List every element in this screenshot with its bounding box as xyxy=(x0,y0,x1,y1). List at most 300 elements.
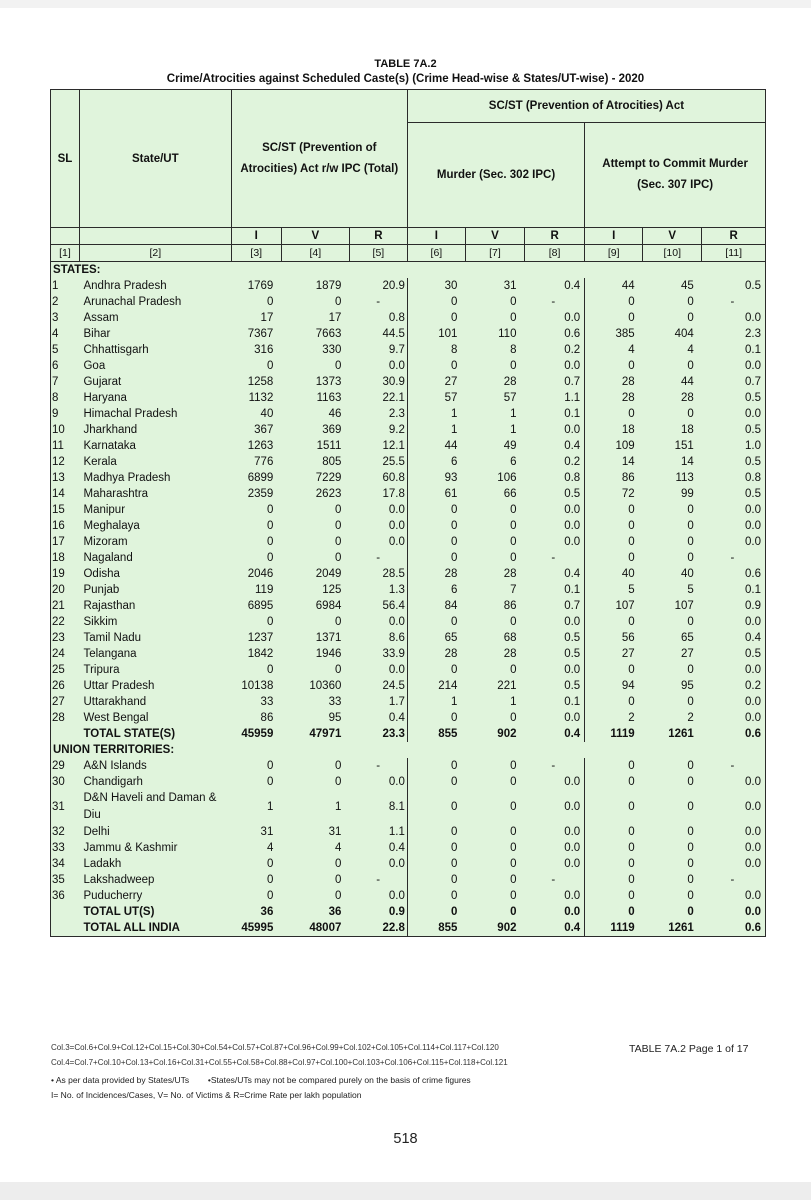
cell-value: 1258 xyxy=(231,374,281,390)
cell-value: 94 xyxy=(585,678,643,694)
cell-state-name: Meghalaya xyxy=(79,518,231,534)
page-reference: TABLE 7A.2 Page 1 of 17 xyxy=(629,1043,749,1055)
cell-value: 0.0 xyxy=(524,662,584,678)
table-row xyxy=(51,824,766,840)
cell-value: 0 xyxy=(465,840,524,856)
cell-state-name: Odisha xyxy=(79,566,231,582)
cell-sl: 9 xyxy=(51,406,80,422)
cell-value: 0.9 xyxy=(702,598,766,614)
cell-value: 6 xyxy=(407,582,465,598)
table-row xyxy=(51,342,766,358)
cell-value: 0.5 xyxy=(524,678,584,694)
cell-sl: 12 xyxy=(51,454,80,470)
cell-sl: 19 xyxy=(51,566,80,582)
cell-value: 0 xyxy=(585,840,643,856)
cell-sl: 34 xyxy=(51,856,80,872)
column-number: [5] xyxy=(349,245,407,262)
cell-value: 214 xyxy=(407,678,465,694)
cell-state-name: Telangana xyxy=(79,646,231,662)
cell-value: 0.7 xyxy=(524,598,584,614)
table-row xyxy=(51,310,766,326)
cell-value: 1 xyxy=(231,790,281,824)
cell-value: 0 xyxy=(643,694,702,710)
cell-sl: 1 xyxy=(51,278,80,294)
legend-line: I= No. of Incidences/Cases, V= No. of Victims & R=Crime Rate per lakh population xyxy=(51,1090,362,1100)
cell-state-name: Maharashtra xyxy=(79,486,231,502)
cell-value: 1373 xyxy=(281,374,349,390)
cell-value: 0 xyxy=(643,888,702,904)
formula-line-2: Col.4=Col.7+Col.10+Col.13+Col.16+Col.31+Col.55+Col.58+Col.88+Col.97+Col.100+Col.103+Col.106+Col.115+Col.118+Col.121 xyxy=(51,1058,508,1067)
subheader-cell: R xyxy=(349,228,407,245)
header-state: State/UT xyxy=(79,90,231,228)
cell-value: 0.1 xyxy=(524,694,584,710)
cell-value: - xyxy=(702,872,766,888)
cell-value: 4 xyxy=(281,840,349,856)
cell-value: 27 xyxy=(407,374,465,390)
subheader-cell: R xyxy=(524,228,584,245)
table-row xyxy=(51,888,766,904)
cell-value: 110 xyxy=(465,326,524,342)
cell-sl: 10 xyxy=(51,422,80,438)
cell-value: 0.4 xyxy=(349,710,407,726)
table-row xyxy=(51,872,766,888)
cell-value: 49 xyxy=(465,438,524,454)
table-row xyxy=(51,326,766,342)
cell-value: 0 xyxy=(643,406,702,422)
cell-value: 1769 xyxy=(231,278,281,294)
cell-value: 2359 xyxy=(231,486,281,502)
cell-state-name: Uttar Pradesh xyxy=(79,678,231,694)
cell-value: 1.3 xyxy=(349,582,407,598)
cell-value: 28.5 xyxy=(349,566,407,582)
cell-value: 0 xyxy=(231,534,281,550)
cell-value: 0.1 xyxy=(524,582,584,598)
cell-value: 57 xyxy=(407,390,465,406)
cell-value: 0 xyxy=(643,856,702,872)
cell-value: 4 xyxy=(231,840,281,856)
cell-value: 40 xyxy=(231,406,281,422)
cell-value: 0.2 xyxy=(524,342,584,358)
section-heading: UNION TERRITORIES: xyxy=(51,742,766,758)
cell-value: 0 xyxy=(231,550,281,566)
table-row xyxy=(51,710,766,726)
cell-value: 0 xyxy=(465,502,524,518)
cell-value: 107 xyxy=(585,598,643,614)
cell-value: 1879 xyxy=(281,278,349,294)
cell-value: 369 xyxy=(281,422,349,438)
cell-value: 0 xyxy=(643,774,702,790)
cell-value: 151 xyxy=(643,438,702,454)
cell-value: 95 xyxy=(281,710,349,726)
cell-value: 1371 xyxy=(281,630,349,646)
cell-state-name: Rajasthan xyxy=(79,598,231,614)
cell-value: 0 xyxy=(231,662,281,678)
cell-value: 0.4 xyxy=(524,278,584,294)
cell-value: 0.0 xyxy=(702,406,766,422)
cell-value: 0.0 xyxy=(524,710,584,726)
cell-value: 44 xyxy=(585,278,643,294)
cell-value: 1 xyxy=(281,790,349,824)
cell-value: 1237 xyxy=(231,630,281,646)
cell-value: 40 xyxy=(585,566,643,582)
cell-sl: 14 xyxy=(51,486,80,502)
cell-value: 221 xyxy=(465,678,524,694)
cell-value: 0 xyxy=(407,294,465,310)
cell-value: 22.1 xyxy=(349,390,407,406)
cell-value: 0.0 xyxy=(702,840,766,856)
cell-value: 33.9 xyxy=(349,646,407,662)
cell-value: 0 xyxy=(281,758,349,774)
cell-value: 44 xyxy=(407,438,465,454)
cell-value: 12.1 xyxy=(349,438,407,454)
cell-value: 22.8 xyxy=(349,920,407,937)
cell-state-name: Kerala xyxy=(79,454,231,470)
cell-value: 18 xyxy=(585,422,643,438)
cell-sl: 24 xyxy=(51,646,80,662)
subheader-empty xyxy=(51,228,80,245)
subheader-cell: V xyxy=(643,228,702,245)
cell-value: 0.0 xyxy=(702,518,766,534)
cell-value: 28 xyxy=(585,390,643,406)
cell-state-name: Nagaland xyxy=(79,550,231,566)
cell-value: 0 xyxy=(407,790,465,824)
cell-value: 0 xyxy=(231,774,281,790)
cell-value: 0.0 xyxy=(349,662,407,678)
cell-value: 0.2 xyxy=(702,678,766,694)
table-row xyxy=(51,438,766,454)
cell-value: 0 xyxy=(281,856,349,872)
cell-state-name: Chandigarh xyxy=(79,774,231,790)
cell-state-name: Jammu & Kashmir xyxy=(79,840,231,856)
notes-line xyxy=(51,1075,471,1085)
cell-value: 0 xyxy=(281,294,349,310)
cell-value: 0.5 xyxy=(524,646,584,662)
cell-sl: 26 xyxy=(51,678,80,694)
cell-value: 0.5 xyxy=(524,486,584,502)
cell-value: 0 xyxy=(281,774,349,790)
subheader-cell: V xyxy=(281,228,349,245)
cell-value: 0.4 xyxy=(524,726,584,742)
cell-value: 1.7 xyxy=(349,694,407,710)
top-bar xyxy=(0,0,811,8)
cell-value: 0.5 xyxy=(702,390,766,406)
cell-value: 1946 xyxy=(281,646,349,662)
cell-value: - xyxy=(349,872,407,888)
section-row xyxy=(51,742,766,758)
cell-value: 31 xyxy=(281,824,349,840)
cell-value: - xyxy=(524,550,584,566)
cell-value: 0 xyxy=(281,358,349,374)
table-row xyxy=(51,518,766,534)
cell-sl: 5 xyxy=(51,342,80,358)
cell-value: 0.0 xyxy=(349,358,407,374)
cell-value: 57 xyxy=(465,390,524,406)
cell-value: 0.0 xyxy=(702,694,766,710)
cell-value: 0 xyxy=(281,662,349,678)
cell-state-name: A&N Islands xyxy=(79,758,231,774)
cell-state-name: Gujarat xyxy=(79,374,231,390)
cell-sl: 31 xyxy=(51,790,80,824)
subheader-row xyxy=(51,228,766,245)
cell-value: 4 xyxy=(585,342,643,358)
cell-value: 0.0 xyxy=(702,662,766,678)
subheader-cell: I xyxy=(231,228,281,245)
cell-value: 17 xyxy=(281,310,349,326)
header-act-total: SC/ST (Prevention of Atrocities) Act r/w IPC (Total) xyxy=(231,90,407,228)
cell-value: 0 xyxy=(465,310,524,326)
cell-value: 0 xyxy=(585,518,643,534)
cell-value: 0.6 xyxy=(702,566,766,582)
cell-value: 0.6 xyxy=(524,326,584,342)
cell-value: 0.0 xyxy=(524,840,584,856)
cell-value: 28 xyxy=(465,374,524,390)
cell-value: 0 xyxy=(231,614,281,630)
cell-value: 0 xyxy=(585,310,643,326)
cell-value: 0 xyxy=(643,614,702,630)
cell-value: 0 xyxy=(407,310,465,326)
table-row xyxy=(51,390,766,406)
cell-value: 0 xyxy=(643,840,702,856)
cell-sl: 2 xyxy=(51,294,80,310)
cell-sl xyxy=(51,726,80,742)
cell-value: 119 xyxy=(231,582,281,598)
table-row xyxy=(51,758,766,774)
cell-value: 0.0 xyxy=(349,856,407,872)
cell-sl: 28 xyxy=(51,710,80,726)
cell-value: 0 xyxy=(231,518,281,534)
cell-value: 9.2 xyxy=(349,422,407,438)
cell-value: 0.0 xyxy=(702,534,766,550)
cell-state-name: Tripura xyxy=(79,662,231,678)
cell-value: 0 xyxy=(407,824,465,840)
cell-value: 45995 xyxy=(231,920,281,937)
cell-value: 8.6 xyxy=(349,630,407,646)
cell-value: 0.0 xyxy=(349,534,407,550)
total-row xyxy=(51,904,766,920)
cell-value: 0.0 xyxy=(524,358,584,374)
cell-value: 0 xyxy=(643,758,702,774)
cell-value: 0 xyxy=(281,534,349,550)
formula-line-1: Col.3=Col.6+Col.9+Col.12+Col.15+Col.30+Col.54+Col.57+Col.87+Col.96+Col.99+Col.102+Col.105+Col.114+Col.117+Col.120 xyxy=(51,1043,499,1052)
cell-sl: 6 xyxy=(51,358,80,374)
table-row xyxy=(51,502,766,518)
cell-value: - xyxy=(524,758,584,774)
cell-value: 0 xyxy=(585,662,643,678)
cell-value: 33 xyxy=(281,694,349,710)
cell-value: 0.5 xyxy=(702,422,766,438)
cell-value: 0 xyxy=(465,856,524,872)
cell-value: 0.0 xyxy=(524,614,584,630)
cell-value: 0.4 xyxy=(702,630,766,646)
cell-state-name: Arunachal Pradesh xyxy=(79,294,231,310)
cell-value: 0 xyxy=(465,662,524,678)
cell-value: 40 xyxy=(643,566,702,582)
cell-state-name: Chhattisgarh xyxy=(79,342,231,358)
cell-value: - xyxy=(702,550,766,566)
cell-value: 7 xyxy=(465,582,524,598)
cell-value: 0 xyxy=(585,614,643,630)
section-row xyxy=(51,262,766,279)
header-murder: Murder (Sec. 302 IPC) xyxy=(407,123,584,228)
cell-value: 46 xyxy=(281,406,349,422)
cell-value: 0 xyxy=(407,358,465,374)
cell-value: 0.8 xyxy=(702,470,766,486)
total-row xyxy=(51,726,766,742)
cell-sl: 21 xyxy=(51,598,80,614)
cell-value: 0 xyxy=(281,518,349,534)
cell-value: 0.0 xyxy=(702,774,766,790)
total-row xyxy=(51,920,766,937)
table-row xyxy=(51,406,766,422)
cell-value: 0.6 xyxy=(702,726,766,742)
cell-value: 0.0 xyxy=(524,790,584,824)
cell-value: 0.0 xyxy=(349,614,407,630)
cell-value: 0 xyxy=(407,518,465,534)
cell-value: 8 xyxy=(407,342,465,358)
cell-value: 0 xyxy=(643,824,702,840)
cell-value: 28 xyxy=(465,646,524,662)
cell-value: 1.0 xyxy=(702,438,766,454)
cell-state-name: Uttarakhand xyxy=(79,694,231,710)
cell-value: 28 xyxy=(465,566,524,582)
cell-value: 0 xyxy=(231,502,281,518)
cell-value: 17 xyxy=(231,310,281,326)
header-attempt: Attempt to Commit Murder (Sec. 307 IPC) xyxy=(585,123,766,228)
cell-value: 0.7 xyxy=(702,374,766,390)
cell-value: 0 xyxy=(407,840,465,856)
cell-value: 0.0 xyxy=(702,310,766,326)
table-row xyxy=(51,646,766,662)
cell-state-name: Andhra Pradesh xyxy=(79,278,231,294)
cell-value: 0 xyxy=(585,550,643,566)
cell-value: 367 xyxy=(231,422,281,438)
cell-state-name: Goa xyxy=(79,358,231,374)
header-act-group: SC/ST (Prevention of Atrocities) Act xyxy=(407,90,765,123)
cell-value: 0.0 xyxy=(524,534,584,550)
table-row xyxy=(51,294,766,310)
cell-value: 0.0 xyxy=(524,422,584,438)
header-row-1 xyxy=(51,90,766,123)
cell-value: 0 xyxy=(407,502,465,518)
cell-sl: 3 xyxy=(51,310,80,326)
cell-value: 1263 xyxy=(231,438,281,454)
cell-value: 1132 xyxy=(231,390,281,406)
table-row xyxy=(51,422,766,438)
column-number: [9] xyxy=(585,245,643,262)
cell-value: 47971 xyxy=(281,726,349,742)
cell-state-name: Manipur xyxy=(79,502,231,518)
cell-value: 0.5 xyxy=(702,646,766,662)
cell-sl: 7 xyxy=(51,374,80,390)
cell-value: 0.0 xyxy=(349,888,407,904)
cell-sl: 18 xyxy=(51,550,80,566)
table-row xyxy=(51,566,766,582)
cell-value: 0 xyxy=(407,710,465,726)
cell-value: 0 xyxy=(585,824,643,840)
cell-value: 0 xyxy=(585,534,643,550)
cell-value: 61 xyxy=(407,486,465,502)
table-row xyxy=(51,582,766,598)
cell-value: 8.1 xyxy=(349,790,407,824)
cell-value: 0 xyxy=(585,872,643,888)
cell-value: - xyxy=(349,294,407,310)
cell-value: 0 xyxy=(585,856,643,872)
note-data-source: • As per data provided by States/UTs xyxy=(51,1075,190,1085)
cell-value: 0 xyxy=(281,614,349,630)
cell-value: 106 xyxy=(465,470,524,486)
cell-value: 28 xyxy=(585,374,643,390)
cell-value: 0 xyxy=(465,518,524,534)
column-number: [7] xyxy=(465,245,524,262)
cell-value: 0 xyxy=(585,406,643,422)
table-row xyxy=(51,630,766,646)
cell-value: 33 xyxy=(231,694,281,710)
cell-value: - xyxy=(524,294,584,310)
column-number: [3] xyxy=(231,245,281,262)
cell-value: - xyxy=(349,758,407,774)
cell-value: 1 xyxy=(465,694,524,710)
table-row xyxy=(51,678,766,694)
cell-value: 0.0 xyxy=(524,856,584,872)
cell-value: 86 xyxy=(465,598,524,614)
cell-value: 1119 xyxy=(585,920,643,937)
cell-value: 25.5 xyxy=(349,454,407,470)
cell-value: 0.5 xyxy=(524,630,584,646)
cell-sl: 4 xyxy=(51,326,80,342)
cell-value: 0 xyxy=(585,888,643,904)
cell-state-name: Mizoram xyxy=(79,534,231,550)
note-comparison: •States/UTs may not be compared purely on the basis of crime figures xyxy=(207,1075,471,1085)
cell-value: 0.2 xyxy=(524,454,584,470)
cell-value: 99 xyxy=(643,486,702,502)
cell-value: 8 xyxy=(465,342,524,358)
table-row xyxy=(51,598,766,614)
cell-value: 0.5 xyxy=(702,278,766,294)
cell-value: 125 xyxy=(281,582,349,598)
cell-value: 0 xyxy=(407,614,465,630)
cell-value: 0 xyxy=(465,872,524,888)
cell-value: 65 xyxy=(407,630,465,646)
cell-sl: 35 xyxy=(51,872,80,888)
cell-sl: 23 xyxy=(51,630,80,646)
table-row xyxy=(51,374,766,390)
cell-value: 0.6 xyxy=(702,920,766,937)
cell-value: 1.1 xyxy=(524,390,584,406)
cell-state-name: Haryana xyxy=(79,390,231,406)
cell-sl: 33 xyxy=(51,840,80,856)
cell-value: 0 xyxy=(281,872,349,888)
cell-sl xyxy=(51,904,80,920)
cell-value: 1 xyxy=(407,422,465,438)
cell-value: 2.3 xyxy=(349,406,407,422)
cell-value: 0 xyxy=(231,888,281,904)
table-row xyxy=(51,614,766,630)
cell-value: 0 xyxy=(643,904,702,920)
table-row xyxy=(51,840,766,856)
table-row xyxy=(51,454,766,470)
cell-value: 0.1 xyxy=(524,406,584,422)
cell-value: 0 xyxy=(643,358,702,374)
cell-value: 36 xyxy=(281,904,349,920)
cell-value: 6895 xyxy=(231,598,281,614)
cell-value: 24.5 xyxy=(349,678,407,694)
cell-value: 0.4 xyxy=(349,840,407,856)
cell-value: 0 xyxy=(281,502,349,518)
cell-value: 0 xyxy=(407,774,465,790)
table-title: TABLE 7A.2 xyxy=(374,58,437,70)
cell-value: 14 xyxy=(643,454,702,470)
cell-state-name: TOTAL UT(S) xyxy=(79,904,231,920)
